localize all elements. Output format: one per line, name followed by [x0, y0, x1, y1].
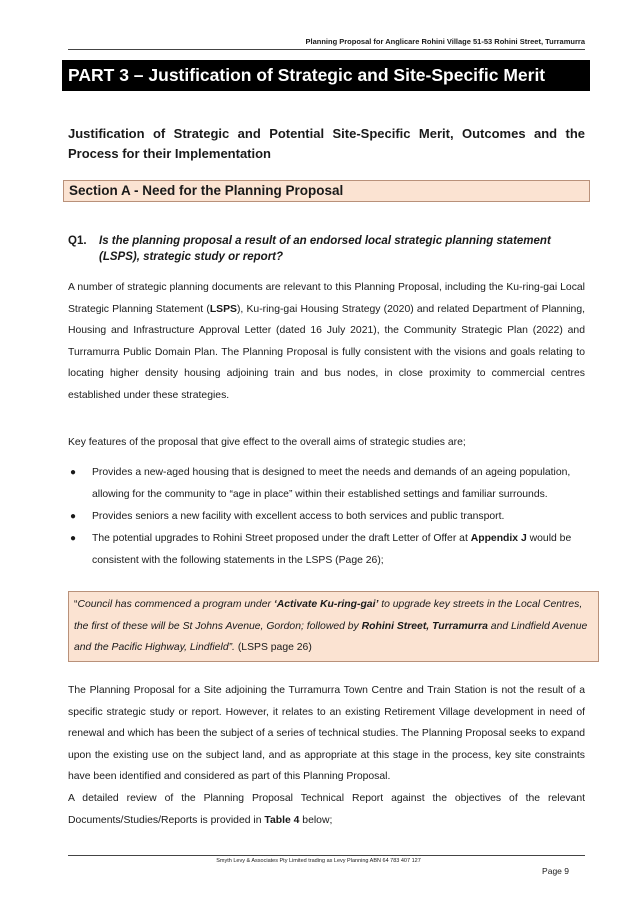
quote-text-3: to upgrade key streets in the Local Centres, the first of these will be St Johns Avenue, Gordon; followed by — [74, 599, 583, 632]
quote-program-name: ‘Activate Ku-ring-gai’ — [273, 599, 379, 610]
bullet-item — [68, 462, 585, 505]
bullet3-text-a: The potential upgrades to Rohini Street proposed under the draft Letter of Offer at — [92, 533, 471, 544]
bullet-dot: ● — [70, 533, 77, 544]
lsps-quote-box — [68, 591, 599, 662]
paragraph-strategic-docs — [68, 277, 585, 406]
lsps-abbreviation: LSPS — [209, 303, 237, 315]
para1-text-a: A number of strategic planning documents are relevant to this Planning Proposal, including the Ku-ring-gai Local Strategic Planning Statement ( — [68, 282, 585, 315]
question-text: Is the planning proposal a result of an endorsed local strategic planning statement (LSPS), strategic study or report? — [99, 235, 551, 263]
table-reference: Table 4 — [264, 814, 300, 826]
question — [68, 233, 586, 265]
section-heading: Section A - Need for the Planning Proposal — [63, 180, 590, 202]
running-header: Planning Proposal for Anglicare Rohini Village 51-53 Rohini Street, Turramurra — [305, 37, 585, 46]
bullet-text: Provides a new-aged housing that is designed to meet the needs and demands of an ageing population, allowing for the community to “age in place” within their established settings and familiar surrounds. — [92, 467, 571, 500]
bullet-item — [68, 528, 585, 571]
quote-text-5: and Lindfield Avenue and the Pacific Highway, Lindfield”. — [74, 620, 588, 653]
paragraph-key-features: Key features of the proposal that give effect to the overall aims of strategic studies are; — [68, 437, 466, 448]
part-heading: PART 3 – Justification of Strategic and Site-Specific Merit — [62, 60, 590, 91]
para1-text-c: ), Ku-ring-gai Housing Strategy (2020) and related Department of Planning, Housing and Infrastructure Approval Letter (dated 16 July 2021), the Community Strategic Plan (2022) and Turramurra Public Domain Plan. The Planning Proposal is fully consistent with the visions and goals relating to locating higher density housing adjoining train and bus nodes, in close proximity to commercial centres established under these strategies. — [68, 303, 585, 401]
bullet3-text-c: would be consistent with the following statements in the LSPS (Page 26); — [92, 533, 572, 566]
para4-text-c: below; — [299, 814, 333, 826]
page-number: Page 9 — [542, 866, 569, 876]
paragraph-site-context: The Planning Proposal for a Site adjoining the Turramurra Town Centre and Train Station is not the result of a specific strategic study or report. However, it relates to an existing Retirement Village development in need of renewal and which has been the subject of a series of technical studies. The Planning Proposal seeks to expand upon the existing use on the subject land, and as appropriate at this stage in the process, key site constraints have been identified and considered as part of this Planning Proposal. — [68, 685, 585, 782]
quote-street-name: Rohini Street, Turramurra — [361, 620, 488, 632]
bullet-dot: ● — [70, 511, 77, 522]
footer-company: Smyth Levy & Associates Pty Limited trading as Levy Planning ABN 64 783 407 127 — [216, 858, 421, 864]
question-number: Q1. — [68, 235, 87, 247]
bullet-text: Provides seniors a new facility with excellent access to both services and public transport. — [92, 511, 505, 522]
para4-text-a: A detailed review of the Planning Proposal Technical Report against the objectives of the relevant Documents/Studies/Reports is provided in — [68, 793, 585, 826]
subtitle: Justification of Strategic and Potential Site-Specific Merit, Outcomes and the Process for their Implementation — [68, 126, 585, 161]
header-rule — [68, 49, 585, 50]
bullet-item — [68, 506, 585, 528]
quote-text-1: Council has commenced a program under — [77, 599, 274, 610]
bullet-dot: ● — [70, 467, 77, 478]
quote-open-mark: “ — [74, 599, 78, 610]
quote-source: (LSPS page 26) — [234, 642, 312, 653]
footer-rule — [68, 855, 585, 856]
bullet-text — [92, 528, 585, 571]
paragraph-table-reference — [68, 788, 585, 831]
appendix-reference: Appendix J — [470, 533, 527, 544]
